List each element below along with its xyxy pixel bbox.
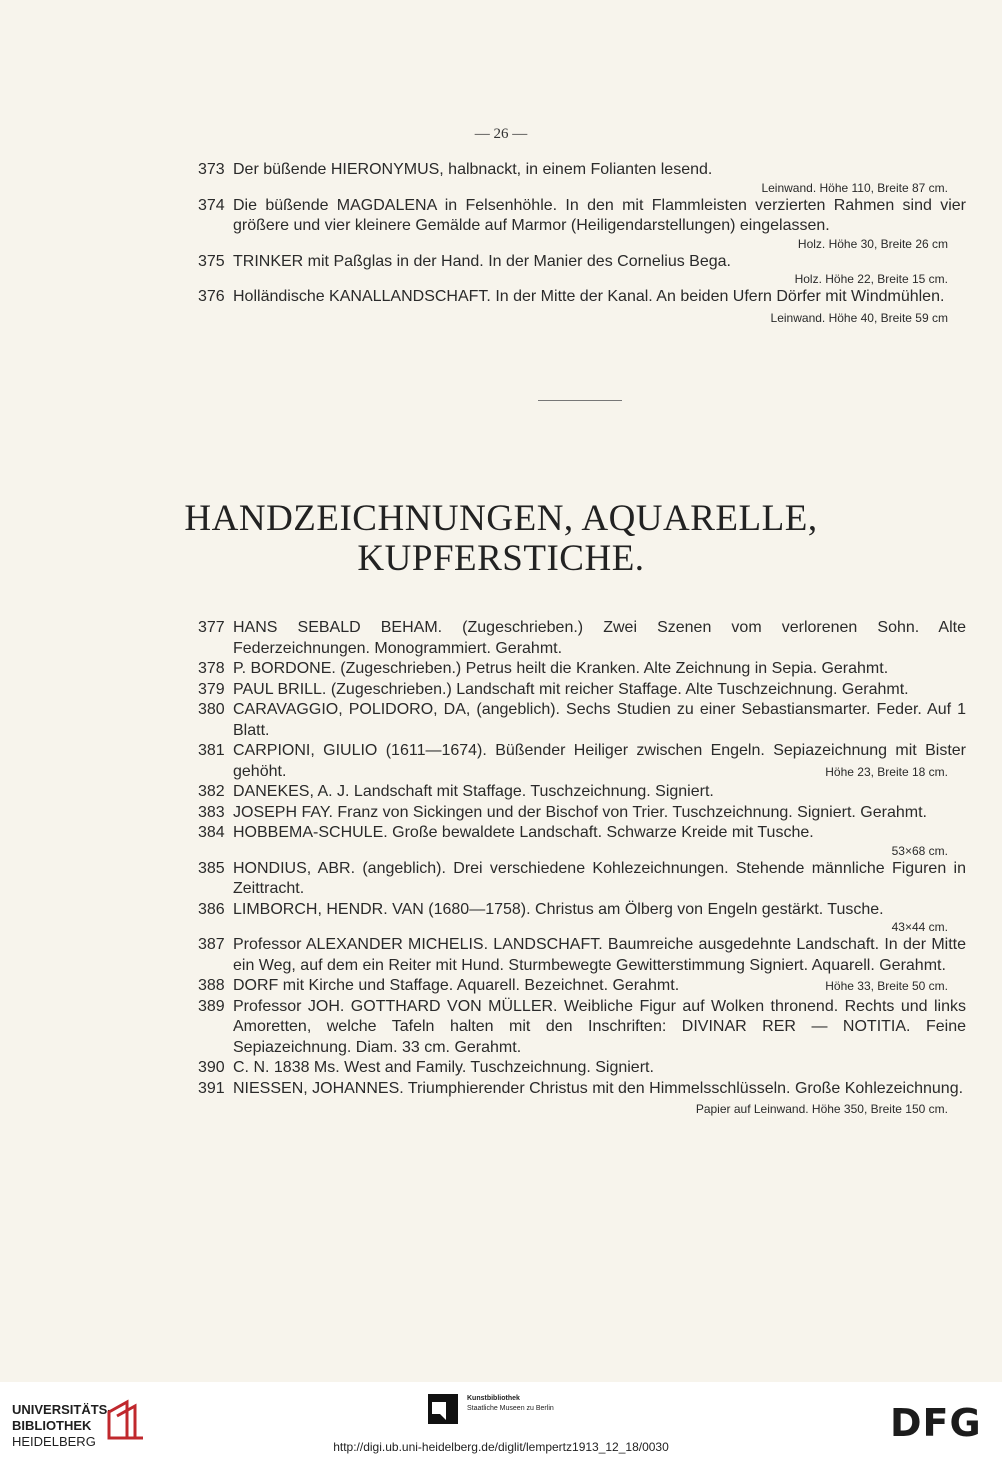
entry-text: [233, 680, 966, 701]
catalogue-entry: [198, 680, 966, 701]
heading-line-2: KUPFERSTICHE.: [357, 538, 645, 579]
catalogue-entry: [198, 859, 966, 900]
entry-dimensions: Höhe 33, Breite 50 cm.: [825, 979, 948, 993]
entry-number: 374: [198, 196, 225, 214]
heading-line-1: HANDZEICHNUNGEN, AQUARELLE,: [184, 498, 818, 539]
entry-dimensions: Holz. Höhe 22, Breite 15 cm.: [794, 272, 948, 286]
entry-description: HANS SEBALD BEHAM. (Zugeschrieben.) Zwei Szenen vom verlorenen Sohn. Alte Federzeichnungen. Monogrammiert. Gerahmt.: [233, 619, 966, 657]
entry-description: DANEKES, A. J. Landschaft mit Staffage. Tuschzeichnung. Signiert.: [233, 783, 714, 800]
entry-description: CARAVAGGIO, POLIDORO, DA, (angeblich). Sechs Studien zu einer Sebastiansmarter. Feder. Auf 1 Blatt.: [233, 701, 966, 739]
entry-number: 376: [198, 288, 225, 305]
entry-description: PAUL BRILL. (Zugeschrieben.) Landschaft mit reicher Staffage. Alte Tuschzeichnung. Gerahmt.: [233, 680, 909, 698]
entry-dimensions: Höhe 23, Breite 18 cm.: [825, 764, 948, 779]
catalogue-entry: [198, 1058, 966, 1079]
entry-description: Holländische KANALLANDSCHAFT. In der Mitte der Kanal. An beiden Ufern Dörfer mit Windmühlen.: [233, 288, 945, 305]
entry-number: 381: [198, 742, 225, 759]
entry-text: [233, 659, 966, 680]
entry-number: 379: [198, 680, 225, 698]
entry-description: JOSEPH FAY. Franz von Sickingen und der Bischof von Trier. Tuschzeichnung. Signiert. Gerahmt.: [233, 803, 927, 821]
entry-dimensions: 43×44 cm.: [891, 920, 948, 934]
entry-number: 384: [198, 824, 225, 841]
dfg-logo[interactable]: DFG: [890, 1401, 982, 1445]
footer-bar: [0, 1382, 1002, 1457]
entry-description: Professor JOH. GOTTHARD VON MÜLLER. Weibliche Figur auf Wolken thronend. Rechts und links Amoretten, welche Tafeln halten mit den Inschriften: DIVINAR RER — NOTITIA. Feine Sepiazeichnung. Diam. 33 cm. Gerahmt.: [233, 997, 966, 1056]
entry-text: [233, 252, 966, 273]
entry-text: [233, 997, 966, 1059]
entry-dimensions: 53×68 cm.: [891, 843, 948, 858]
catalogue-entry: [198, 287, 966, 325]
entry-text: [233, 859, 966, 900]
entry-description: TRINKER mit Paßglas in der Hand. In der Manier des Cornelius Bega.: [233, 252, 731, 270]
entry-number: 391: [198, 1079, 225, 1097]
entry-dimensions: Holz. Höhe 30, Breite 26 cm: [797, 236, 948, 251]
entry-text: [233, 782, 966, 803]
entry-text: [233, 1079, 966, 1116]
section-heading: [0, 499, 1002, 579]
page-number: — 26 —: [474, 126, 528, 142]
ub-heidelberg-logo-icon[interactable]: [103, 1398, 147, 1442]
entry-text: [233, 1058, 966, 1079]
entry-dimensions: Papier auf Leinwand. Höhe 350, Breite 150 cm.: [695, 1102, 948, 1116]
entry-description: DORF mit Kirche und Staffage. Aquarell. Bezeichnet. Gerahmt.: [233, 977, 680, 994]
entry-text: [233, 618, 966, 659]
entry-number: 385: [198, 859, 225, 877]
entries-top: [198, 160, 966, 328]
catalogue-entry: [198, 823, 966, 859]
catalogue-entry: [198, 997, 966, 1059]
catalogue-entry: [198, 160, 966, 196]
catalogue-entry: [198, 782, 966, 803]
entries-bottom: [198, 618, 966, 1120]
catalogue-entry: [198, 700, 966, 741]
kunstbibliothek-logo-icon[interactable]: [426, 1392, 460, 1426]
catalogue-entry: [198, 252, 966, 288]
catalogue-entry: [198, 618, 966, 659]
catalogue-entry: [198, 900, 966, 936]
entry-number: 380: [198, 701, 225, 718]
entry-text: [233, 160, 966, 181]
entry-number: 382: [198, 783, 225, 800]
entry-description: HONDIUS, ABR. (angeblich). Drei verschiedene Kohlezeichnungen. Stehende männliche Figuren in Zeittracht.: [233, 859, 966, 897]
entry-number: 383: [198, 803, 225, 821]
catalogue-entry: [198, 803, 966, 824]
entry-text: [233, 803, 966, 824]
separator-rule: [538, 400, 622, 401]
entry-description: NIESSEN, JOHANNES. Triumphierender Christus mit den Himmelsschlüsseln. Große Kohlezeichnung.: [233, 1079, 964, 1097]
entry-text: [233, 700, 966, 741]
entry-description: CARPIONI, GIULIO (1611—1674). Büßender Heiliger zwischen Engeln. Sepiazeichnung mit Bister gehöht.: [233, 742, 966, 780]
entry-text: [233, 741, 966, 782]
source-url[interactable]: http://digi.ub.uni-heidelberg.de/diglit/lempertz1913_12_18/0030: [333, 1440, 669, 1454]
entry-number: 388: [198, 977, 225, 994]
catalogue-entry: [198, 659, 966, 680]
entry-description: Professor ALEXANDER MICHELIS. LANDSCHAFT. Baumreiche ausgedehnte Landschaft. In der Mitte ein Weg, auf dem ein Reiter mit Hund. Sturmbewegte Gewitterstimmung Signiert. Aquarell. Gerahmt.: [233, 936, 966, 974]
entry-dimensions: Leinwand. Höhe 40, Breite 59 cm: [770, 310, 948, 325]
catalogue-entry: [198, 196, 966, 252]
catalogue-entry: [198, 976, 966, 997]
entry-text: [233, 976, 966, 997]
entry-description: P. BORDONE. (Zugeschrieben.) Petrus heilt die Kranken. Alte Zeichnung in Sepia. Gerahmt.: [233, 660, 889, 677]
ub-heidelberg-wordmark[interactable]: UNIVERSITÄTS- BIBLIOTHEK HEIDELBERG: [12, 1402, 112, 1449]
entry-number: 389: [198, 997, 225, 1015]
kunstbibliothek-label: Kunstbibliothek Staatliche Museen zu Berlin: [467, 1395, 554, 1412]
entry-number: 377: [198, 619, 225, 636]
entry-description: HOBBEMA-SCHULE. Große bewaldete Landschaft. Schwarze Kreide mit Tusche.: [233, 824, 814, 841]
entry-text: [233, 823, 966, 844]
entry-text: [233, 287, 966, 325]
entry-number: 373: [198, 161, 225, 178]
entry-description: Die büßende MAGDALENA in Felsenhöhle. In den mit Flammleisten verzierten Rahmen sind vier größere und vier kleinere Gemälde auf Marmor (Heiligendarstellungen) eingelassen.: [233, 196, 966, 234]
entry-text: [233, 900, 966, 921]
catalogue-entry: [198, 1079, 966, 1116]
entry-text: [233, 196, 966, 237]
entry-dimensions: Leinwand. Höhe 110, Breite 87 cm.: [761, 180, 948, 195]
entry-description: Der büßende HIERONYMUS, halbnackt, in einem Folianten lesend.: [233, 161, 713, 178]
catalogue-entry: [198, 741, 966, 782]
entry-description: LIMBORCH, HENDR. VAN (1680—1758). Christus am Ölberg von Engeln gestärkt. Tusche.: [233, 900, 884, 918]
entry-number: 375: [198, 252, 225, 270]
entry-number: 390: [198, 1059, 225, 1076]
entry-number: 387: [198, 936, 225, 953]
entry-number: 386: [198, 900, 225, 918]
entry-description: C. N. 1838 Ms. West and Family. Tuschzeichnung. Signiert.: [233, 1059, 654, 1076]
entry-number: 378: [198, 660, 225, 677]
